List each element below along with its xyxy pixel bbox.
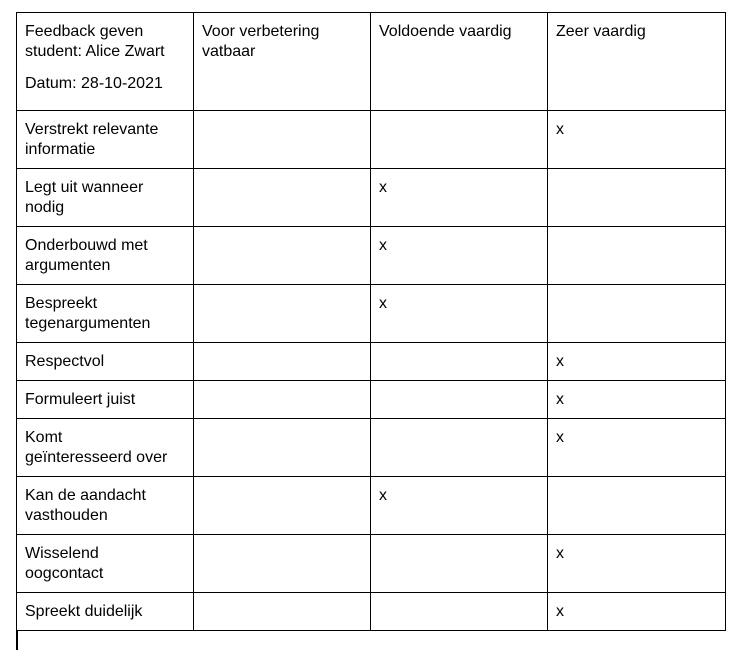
text-cursor[interactable] <box>16 630 18 650</box>
table-row <box>17 285 726 343</box>
table-row <box>17 419 726 477</box>
rating-cell-very-skilled[interactable]: x <box>548 419 726 477</box>
table-row <box>17 343 726 381</box>
table-row <box>17 535 726 593</box>
rating-cell-very-skilled[interactable]: x <box>548 111 726 169</box>
criterion-label-line1: Onderbouwd met <box>25 237 148 254</box>
criterion-label-line1: Spreekt duidelijk <box>25 603 143 620</box>
header-student-cell[interactable] <box>17 13 194 111</box>
criterion-cell[interactable] <box>17 381 194 419</box>
rating-cell-sufficient[interactable] <box>371 343 548 381</box>
rating-cell-improvable[interactable] <box>194 111 371 169</box>
table-row <box>17 477 726 535</box>
table-row <box>17 381 726 419</box>
rating-cell-very-skilled[interactable]: x <box>548 343 726 381</box>
rating-cell-improvable[interactable] <box>194 227 371 285</box>
rating-cell-improvable[interactable] <box>194 593 371 631</box>
rating-cell-sufficient[interactable] <box>371 381 548 419</box>
criterion-label-line1: Kan de aandacht <box>25 487 146 504</box>
table-row <box>17 169 726 227</box>
criterion-cell[interactable] <box>17 477 194 535</box>
rating-cell-sufficient[interactable] <box>371 535 548 593</box>
rating-cell-sufficient[interactable] <box>371 593 548 631</box>
criterion-cell[interactable] <box>17 593 194 631</box>
rating-cell-sufficient[interactable]: x <box>371 227 548 285</box>
rating-cell-sufficient[interactable] <box>371 419 548 477</box>
feedback-table <box>16 12 726 631</box>
rating-cell-very-skilled[interactable] <box>548 477 726 535</box>
criterion-label-line2: nodig <box>25 199 65 216</box>
criterion-cell[interactable] <box>17 111 194 169</box>
rating-cell-improvable[interactable] <box>194 477 371 535</box>
table-row <box>17 111 726 169</box>
header-col-sufficient[interactable] <box>371 13 548 111</box>
rating-cell-improvable[interactable] <box>194 419 371 477</box>
table-row <box>17 593 726 631</box>
criterion-cell[interactable] <box>17 227 194 285</box>
rating-cell-sufficient[interactable]: x <box>371 285 548 343</box>
rating-cell-improvable[interactable] <box>194 285 371 343</box>
header-col-sufficient-label: Voldoende vaardig <box>379 23 512 40</box>
table-row <box>17 227 726 285</box>
rating-cell-sufficient[interactable]: x <box>371 169 548 227</box>
header-title-line1: Feedback geven <box>25 23 144 40</box>
header-col-improvable-label: Voor verbetering vatbaar <box>202 23 320 60</box>
table-header-row <box>17 13 726 111</box>
criterion-label-line2: oogcontact <box>25 565 104 582</box>
criterion-cell[interactable] <box>17 169 194 227</box>
criterion-cell[interactable] <box>17 535 194 593</box>
rating-cell-very-skilled[interactable]: x <box>548 593 726 631</box>
criterion-label-line2: argumenten <box>25 257 111 274</box>
criterion-label-line2: vasthouden <box>25 507 108 524</box>
criterion-label-line1: Komt <box>25 429 63 446</box>
header-spacer <box>25 62 185 74</box>
header-student-line: student: Alice Zwart <box>25 43 165 60</box>
rating-cell-very-skilled[interactable]: x <box>548 535 726 593</box>
criterion-label-line1: Legt uit wanneer <box>25 179 144 196</box>
criterion-label-line1: Bespreekt <box>25 295 98 312</box>
header-date-line: Datum: 28-10-2021 <box>25 75 163 92</box>
rating-cell-sufficient[interactable] <box>371 111 548 169</box>
criterion-label-line1: Respectvol <box>25 353 105 370</box>
rating-cell-very-skilled[interactable] <box>548 169 726 227</box>
rating-cell-very-skilled[interactable] <box>548 227 726 285</box>
header-col-improvable[interactable] <box>194 13 371 111</box>
rating-cell-very-skilled[interactable] <box>548 285 726 343</box>
criterion-cell[interactable] <box>17 285 194 343</box>
criterion-cell[interactable] <box>17 419 194 477</box>
criterion-label-line2: informatie <box>25 141 96 158</box>
header-col-very-skilled[interactable] <box>548 13 726 111</box>
criterion-label-line2: tegenargumenten <box>25 315 151 332</box>
rating-cell-improvable[interactable] <box>194 381 371 419</box>
header-col-very-skilled-label: Zeer vaardig <box>556 23 646 40</box>
criterion-cell[interactable] <box>17 343 194 381</box>
rating-cell-sufficient[interactable]: x <box>371 477 548 535</box>
criterion-label-line1: Wisselend <box>25 545 99 562</box>
rating-cell-improvable[interactable] <box>194 169 371 227</box>
rating-cell-very-skilled[interactable]: x <box>548 381 726 419</box>
criterion-label-line1: Verstrekt relevante <box>25 121 159 138</box>
rating-cell-improvable[interactable] <box>194 343 371 381</box>
rating-cell-improvable[interactable] <box>194 535 371 593</box>
criterion-label-line2: geïnteresseerd over <box>25 449 168 466</box>
criterion-label-line1: Formuleert juist <box>25 391 136 408</box>
